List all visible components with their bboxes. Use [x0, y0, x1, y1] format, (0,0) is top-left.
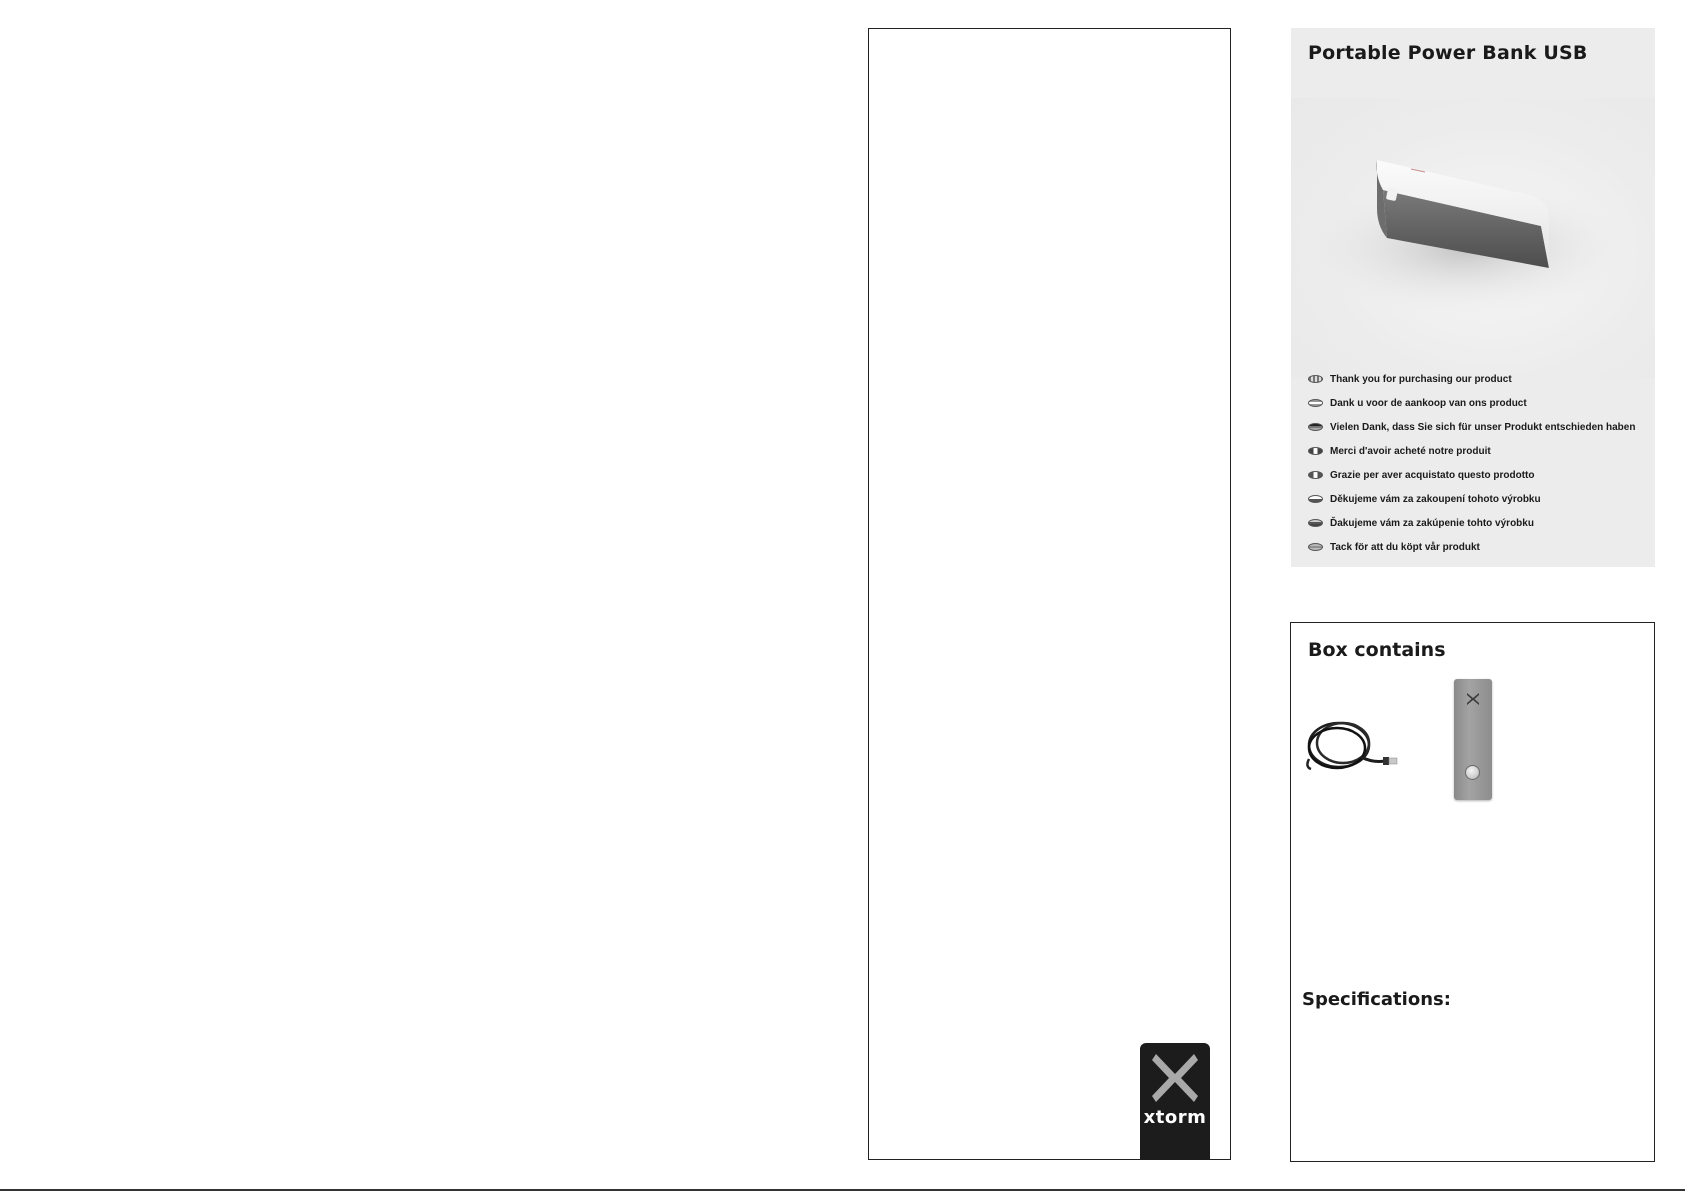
- flag-cz-icon: [1308, 495, 1323, 503]
- list-item: [1308, 367, 1635, 391]
- flag-se-icon: [1308, 543, 1323, 551]
- usb-cable-image: [1303, 715, 1403, 779]
- thank-you-text: Merci d'avoir acheté notre produit: [1330, 445, 1491, 457]
- list-item: [1308, 415, 1635, 439]
- back-cover-panel: [868, 28, 1231, 1160]
- page-bottom-rule: [0, 1189, 1685, 1191]
- box-contents-panel: [1290, 622, 1655, 1162]
- thank-you-text: Thank you for purchasing our product: [1330, 373, 1512, 385]
- thank-you-text: Vielen Dank, dass Sie sich für unser Produkt entschieden haben: [1330, 421, 1636, 433]
- specifications-title: Specifications:: [1302, 989, 1451, 1010]
- thank-you-list: [1308, 367, 1635, 559]
- power-bank-product-image: [1291, 98, 1655, 378]
- cover-title: Portable Power Bank USB: [1308, 42, 1588, 64]
- flag-fr-icon: [1308, 447, 1323, 455]
- thank-you-text: Tack för att du köpt vår produkt: [1330, 541, 1480, 553]
- brand-logo: [1140, 1043, 1210, 1160]
- thank-you-text: Dank u voor de aankoop van ons product: [1330, 397, 1527, 409]
- flag-gb-icon: [1308, 375, 1323, 383]
- flag-de-icon: [1308, 423, 1323, 431]
- list-item: [1308, 439, 1635, 463]
- xtorm-x-icon: [1150, 1052, 1200, 1104]
- thank-you-text: Grazie per aver acquistato questo prodotto: [1330, 469, 1535, 481]
- list-item: [1308, 511, 1635, 535]
- brand-logo-text: xtorm: [1143, 1107, 1207, 1128]
- thank-you-text: Děkujeme vám za zakoupení tohoto výrobku: [1330, 493, 1541, 505]
- box-contains-title: Box contains: [1308, 639, 1446, 661]
- front-cover-panel: [1291, 28, 1655, 567]
- flag-nl-icon: [1308, 399, 1323, 407]
- list-item: [1308, 535, 1635, 559]
- flag-it-icon: [1308, 471, 1323, 479]
- list-item: [1308, 391, 1635, 415]
- device-button: [1465, 765, 1480, 780]
- list-item: [1308, 487, 1635, 511]
- xtorm-x-icon: [1466, 692, 1480, 706]
- thank-you-text: Ďakujeme vám za zakúpenie tohto výrobku: [1330, 517, 1534, 529]
- list-item: [1308, 463, 1635, 487]
- flag-sk-icon: [1308, 519, 1323, 527]
- power-bank-device-image: [1454, 679, 1492, 800]
